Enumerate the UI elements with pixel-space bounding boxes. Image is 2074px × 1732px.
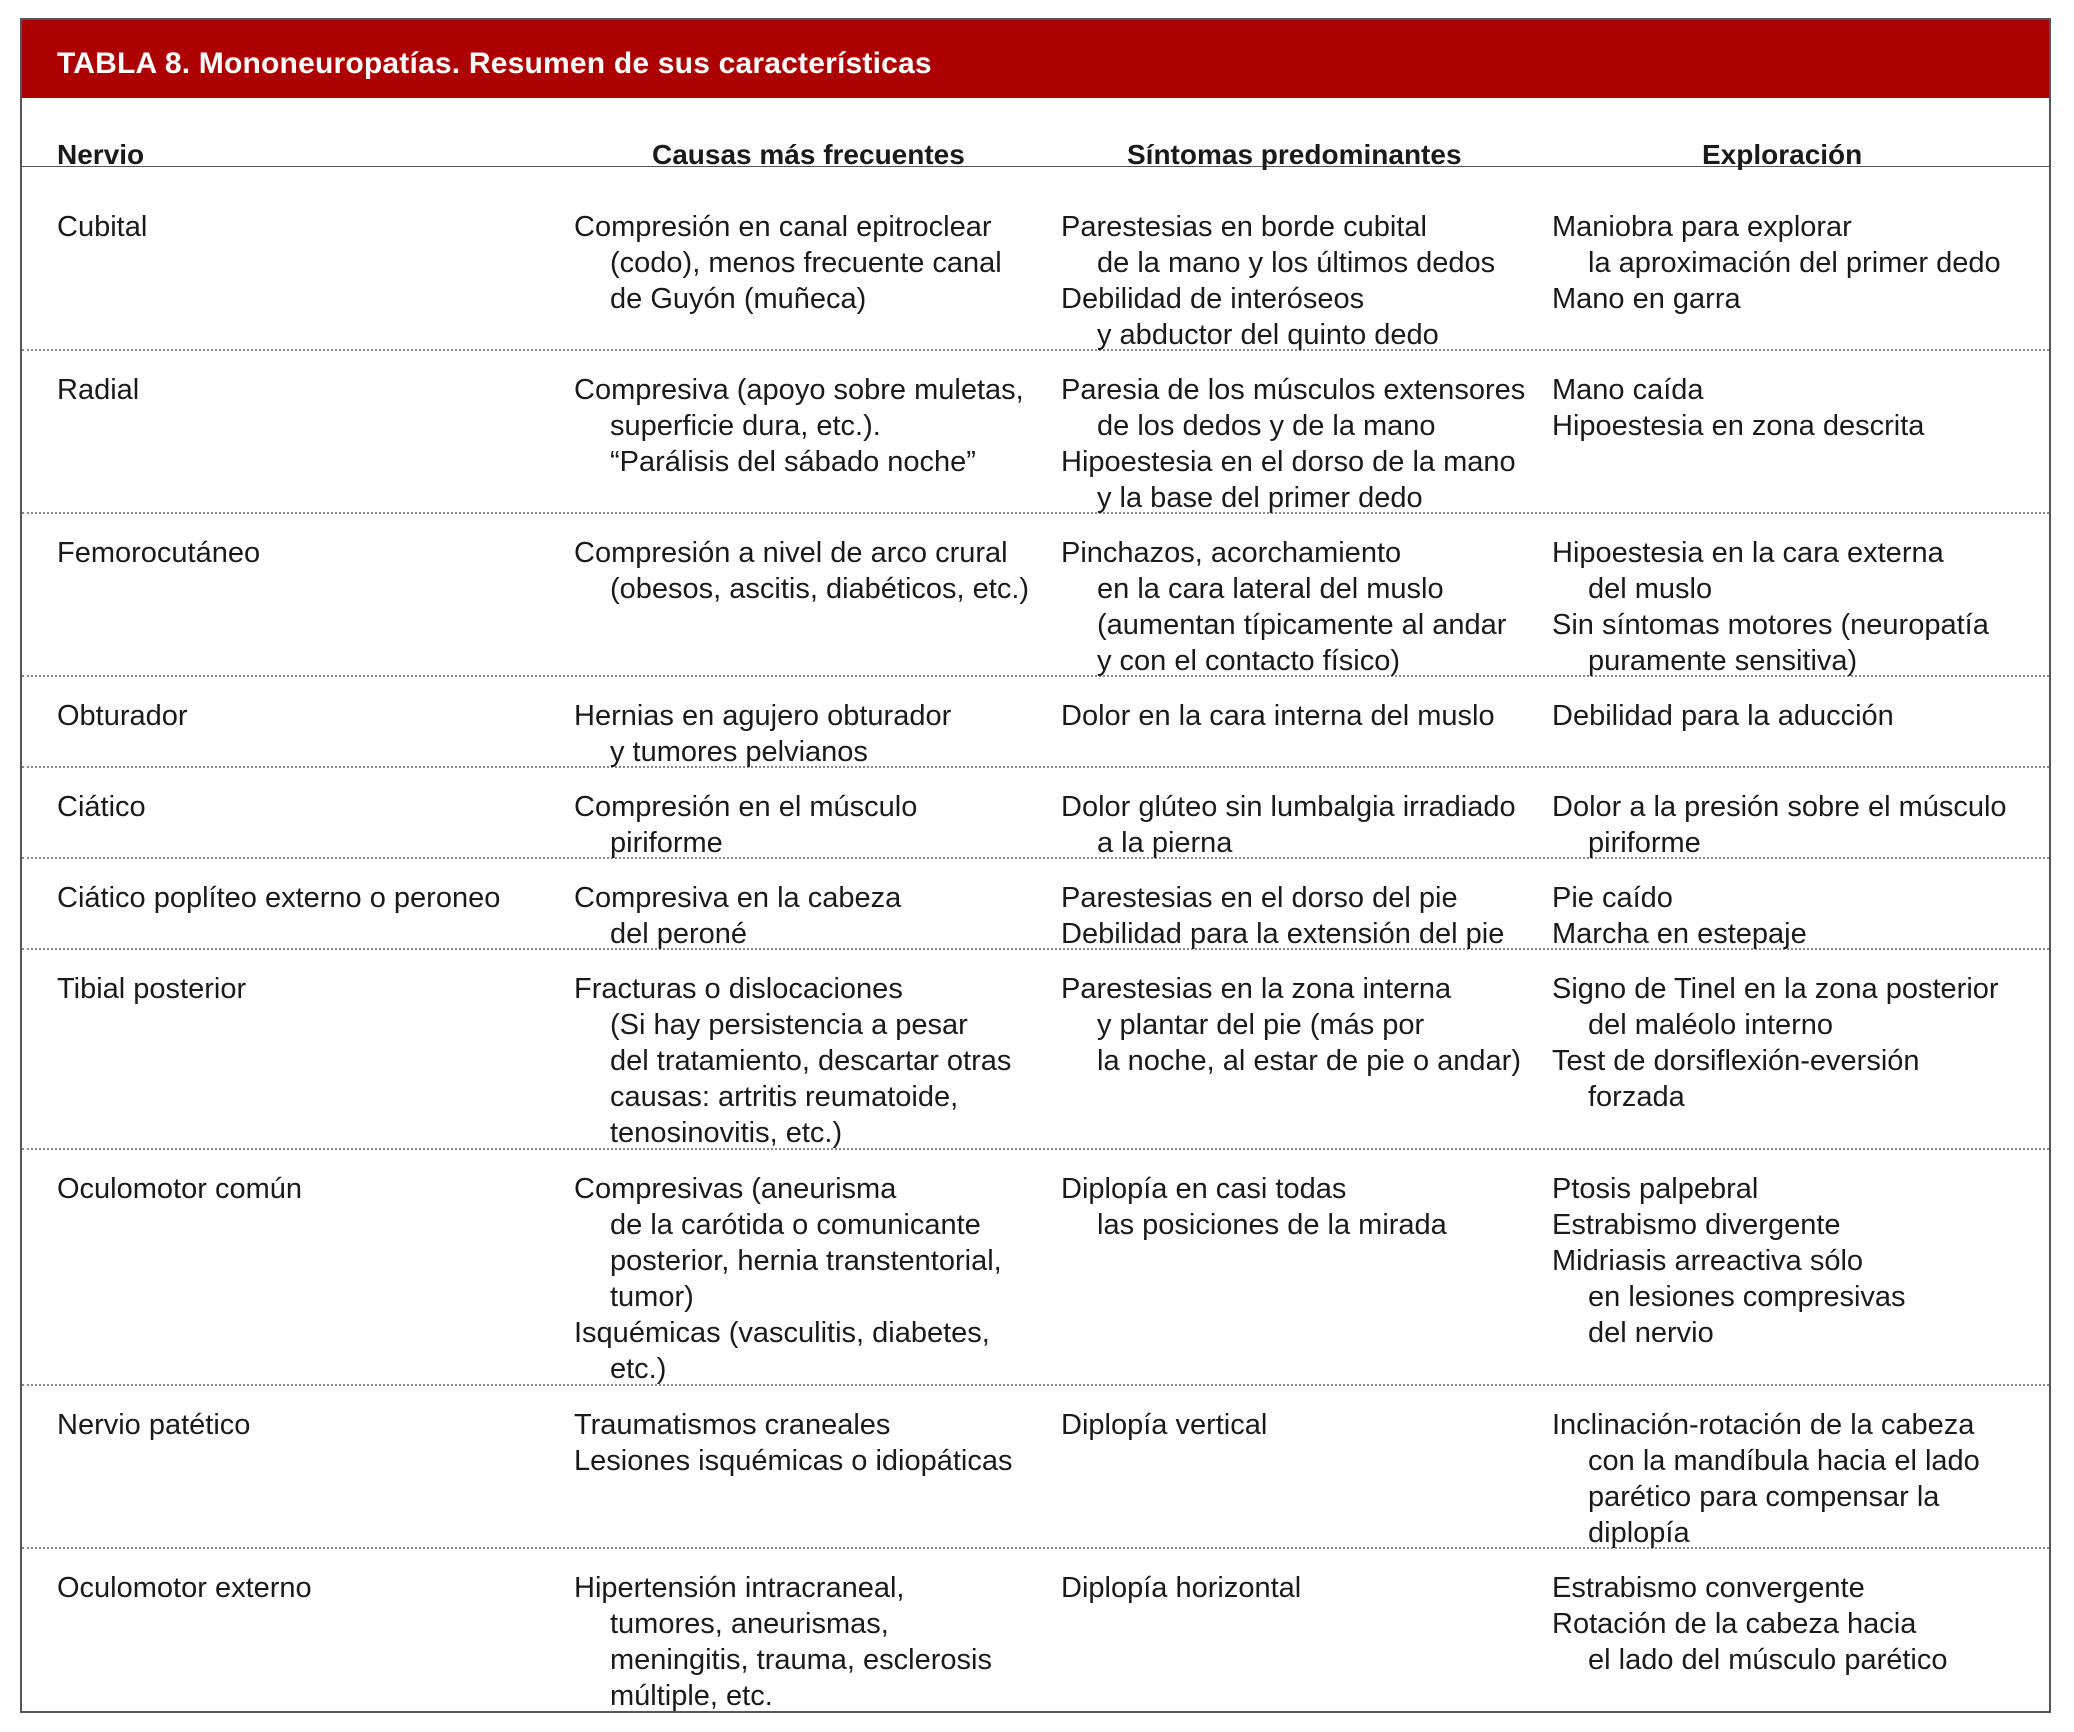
cell-line: tumores, aneurismas, <box>610 1608 889 1640</box>
cell-line: Estrabismo divergente <box>1552 1209 1841 1241</box>
cell-line: (Si hay persistencia a pesar <box>610 1009 968 1041</box>
cell-line: forzada <box>1588 1081 1685 1113</box>
nervio-cell: Ciático <box>57 791 146 823</box>
cell-line: diplopía <box>1588 1517 1690 1549</box>
exploracion-cell <box>1552 971 2032 1115</box>
exploracion-cell <box>1552 880 2032 952</box>
nervio-cell: Ciático poplíteo externo o peroneo <box>57 882 501 914</box>
cell-line: Compresión en el músculo <box>574 791 918 823</box>
cell-line: Diplopía horizontal <box>1061 1572 1302 1604</box>
cell-line: de la mano y los últimos dedos <box>1097 247 1496 279</box>
cell-line: las posiciones de la mirada <box>1097 1209 1447 1241</box>
causas-cell <box>574 209 1064 317</box>
cell-line: de la carótida o comunicante <box>610 1209 981 1241</box>
cell-line: Marcha en estepaje <box>1552 918 1807 950</box>
header-exploracion: Exploración <box>1702 139 1863 170</box>
sintomas-cell <box>1061 372 1561 516</box>
cell-line: Compresiva (apoyo sobre muletas, <box>574 374 1024 406</box>
exploracion-cell <box>1552 789 2032 861</box>
cell-line: Midriasis arreactiva sólo <box>1552 1245 1864 1277</box>
sintomas-cell <box>1061 209 1561 353</box>
cell-line: Parestesias en la zona interna <box>1061 973 1452 1005</box>
cell-line: superficie dura, etc.). <box>610 410 881 442</box>
table-row <box>22 768 2049 859</box>
cell-line: Hipoestesia en zona descrita <box>1552 410 1925 442</box>
cell-line: Compresión a nivel de arco crural <box>574 537 1008 569</box>
nervio-cell: Radial <box>57 374 140 406</box>
cell-line: Test de dorsiflexión-eversión <box>1552 1045 1920 1077</box>
table-row <box>22 1386 2049 1549</box>
causas-cell <box>574 698 1064 770</box>
cell-line: del maléolo interno <box>1588 1009 1834 1041</box>
cell-line: Sin síntomas motores (neuropatía <box>1552 609 1989 641</box>
cell-line: Ptosis palpebral <box>1552 1173 1759 1205</box>
cell-line: (obesos, ascitis, diabéticos, etc.) <box>610 573 1030 605</box>
header-nervio: Nervio <box>57 139 145 170</box>
cell-line: Hipoestesia en la cara externa <box>1552 537 1944 569</box>
sintomas-cell <box>1061 880 1561 952</box>
cell-line: Parestesias en borde cubital <box>1061 211 1427 243</box>
cell-line: Maniobra para explorar <box>1552 211 1852 243</box>
cell-line: Compresivas (aneurisma <box>574 1173 897 1205</box>
exploracion-cell <box>1552 1570 2032 1678</box>
cell-line: Mano en garra <box>1552 283 1741 315</box>
cell-line: del nervio <box>1588 1317 1714 1349</box>
cell-line: Estrabismo convergente <box>1552 1572 1865 1604</box>
cell-line: Signo de Tinel en la zona posterior <box>1552 973 1999 1005</box>
cell-line: de Guyón (muñeca) <box>610 283 867 315</box>
cell-line: piriforme <box>1588 827 1701 859</box>
cell-line: múltiple, etc. <box>610 1680 773 1712</box>
table-row <box>22 1549 2049 1712</box>
sintomas-cell <box>1061 1171 1561 1243</box>
cell-line: y plantar del pie (más por <box>1097 1009 1425 1041</box>
nervio-cell: Oculomotor común <box>57 1173 302 1205</box>
causas-cell <box>574 971 1064 1151</box>
cell-line: Parestesias en el dorso del pie <box>1061 882 1458 914</box>
header-causas: Causas más frecuentes <box>652 139 965 170</box>
table-row <box>22 950 2049 1150</box>
cell-line: Debilidad para la extensión del pie <box>1061 918 1505 950</box>
table-title: TABLA 8. Mononeuropatías. Resumen de sus características <box>57 47 932 80</box>
cell-line: y la base del primer dedo <box>1097 482 1423 514</box>
cell-line: del peroné <box>610 918 748 950</box>
cell-line: Pinchazos, acorchamiento <box>1061 537 1402 569</box>
column-headers <box>22 98 2049 170</box>
table-row <box>22 1150 2049 1386</box>
cell-line: en la cara lateral del muslo <box>1097 573 1444 605</box>
cell-line: puramente sensitiva) <box>1588 645 1858 677</box>
table-row <box>22 859 2049 950</box>
cell-line: “Parálisis del sábado noche” <box>610 446 976 478</box>
table-title-bar <box>22 20 2049 98</box>
table-frame <box>20 18 2051 1713</box>
cell-line: Mano caída <box>1552 374 1704 406</box>
cell-line: Paresia de los músculos extensores <box>1061 374 1526 406</box>
cell-line: Debilidad para la aducción <box>1552 700 1894 732</box>
cell-line: Debilidad de interóseos <box>1061 283 1365 315</box>
cell-line: y abductor del quinto dedo <box>1097 319 1439 351</box>
cell-line: con la mandíbula hacia el lado <box>1588 1445 1980 1477</box>
cell-line: la aproximación del primer dedo <box>1588 247 2001 279</box>
cell-line: causas: artritis reumatoide, <box>610 1081 959 1113</box>
exploracion-cell <box>1552 1171 2032 1351</box>
cell-line: de los dedos y de la mano <box>1097 410 1436 442</box>
header-sintomas: Síntomas predominantes <box>1127 139 1462 170</box>
nervio-cell: Tibial posterior <box>57 973 247 1005</box>
cell-line: tenosinovitis, etc.) <box>610 1117 843 1149</box>
sintomas-cell <box>1061 1570 1561 1606</box>
causas-cell <box>574 1407 1064 1479</box>
table-row <box>22 677 2049 768</box>
causas-cell <box>574 880 1064 952</box>
cell-line: la noche, al estar de pie o andar) <box>1097 1045 1521 1077</box>
cell-line: Diplopía vertical <box>1061 1409 1268 1441</box>
causas-cell <box>574 1171 1064 1387</box>
cell-line: en lesiones compresivas <box>1588 1281 1906 1313</box>
cell-line: Traumatismos craneales <box>574 1409 891 1441</box>
cell-line: parético para compensar la <box>1588 1481 1940 1513</box>
nervio-cell: Cubital <box>57 211 148 243</box>
cell-line: Lesiones isquémicas o idiopáticas <box>574 1445 1013 1477</box>
cell-line: Compresión en canal epitroclear <box>574 211 992 243</box>
cell-line: (codo), menos frecuente canal <box>610 247 1002 279</box>
cell-line: Hernias en agujero obturador <box>574 700 952 732</box>
exploracion-cell <box>1552 372 2032 444</box>
cell-line: tumor) <box>610 1281 694 1313</box>
cell-line: el lado del músculo parético <box>1588 1644 1948 1676</box>
nervio-cell: Femorocutáneo <box>57 537 261 569</box>
cell-line: Dolor a la presión sobre el músculo <box>1552 791 2007 823</box>
sintomas-cell <box>1061 789 1561 861</box>
causas-cell <box>574 789 1064 861</box>
sintomas-cell <box>1061 698 1561 734</box>
cell-line: Isquémicas (vasculitis, diabetes, <box>574 1317 990 1349</box>
cell-line: posterior, hernia transtentorial, <box>610 1245 1002 1277</box>
cell-line: Rotación de la cabeza hacia <box>1552 1608 1917 1640</box>
table-body <box>22 188 2049 1712</box>
cell-line: Diplopía en casi todas <box>1061 1173 1347 1205</box>
cell-line: Pie caído <box>1552 882 1673 914</box>
cell-line: y con el contacto físico) <box>1097 645 1401 677</box>
sintomas-cell <box>1061 971 1561 1079</box>
causas-cell <box>574 372 1064 480</box>
cell-line: Hipoestesia en el dorso de la mano <box>1061 446 1516 478</box>
cell-line: Dolor en la cara interna del muslo <box>1061 700 1495 732</box>
sintomas-cell <box>1061 535 1561 679</box>
causas-cell <box>574 1570 1064 1714</box>
cell-line: Compresiva en la cabeza <box>574 882 902 914</box>
nervio-cell: Oculomotor externo <box>57 1572 312 1604</box>
cell-line: etc.) <box>610 1353 667 1385</box>
exploracion-cell <box>1552 1407 2032 1551</box>
cell-line: del muslo <box>1588 573 1713 605</box>
table-row <box>22 188 2049 351</box>
exploracion-cell <box>1552 535 2032 679</box>
nervio-cell: Nervio patético <box>57 1409 251 1441</box>
exploracion-cell <box>1552 209 2032 317</box>
causas-cell <box>574 535 1064 607</box>
cell-line: a la pierna <box>1097 827 1233 859</box>
cell-line: Dolor glúteo sin lumbalgia irradiado <box>1061 791 1516 823</box>
cell-line: Fracturas o dislocaciones <box>574 973 903 1005</box>
cell-line: Hipertensión intracraneal, <box>574 1572 905 1604</box>
cell-line: meningitis, trauma, esclerosis <box>610 1644 992 1676</box>
cell-line: y tumores pelvianos <box>610 736 868 768</box>
nervio-cell: Obturador <box>57 700 188 732</box>
table-row <box>22 351 2049 514</box>
exploracion-cell <box>1552 698 2032 734</box>
cell-line: piriforme <box>610 827 723 859</box>
cell-line: Inclinación-rotación de la cabeza <box>1552 1409 1975 1441</box>
table-row <box>22 514 2049 677</box>
sintomas-cell <box>1061 1407 1561 1443</box>
cell-line: del tratamiento, descartar otras <box>610 1045 1012 1077</box>
cell-line: (aumentan típicamente al andar <box>1097 609 1507 641</box>
